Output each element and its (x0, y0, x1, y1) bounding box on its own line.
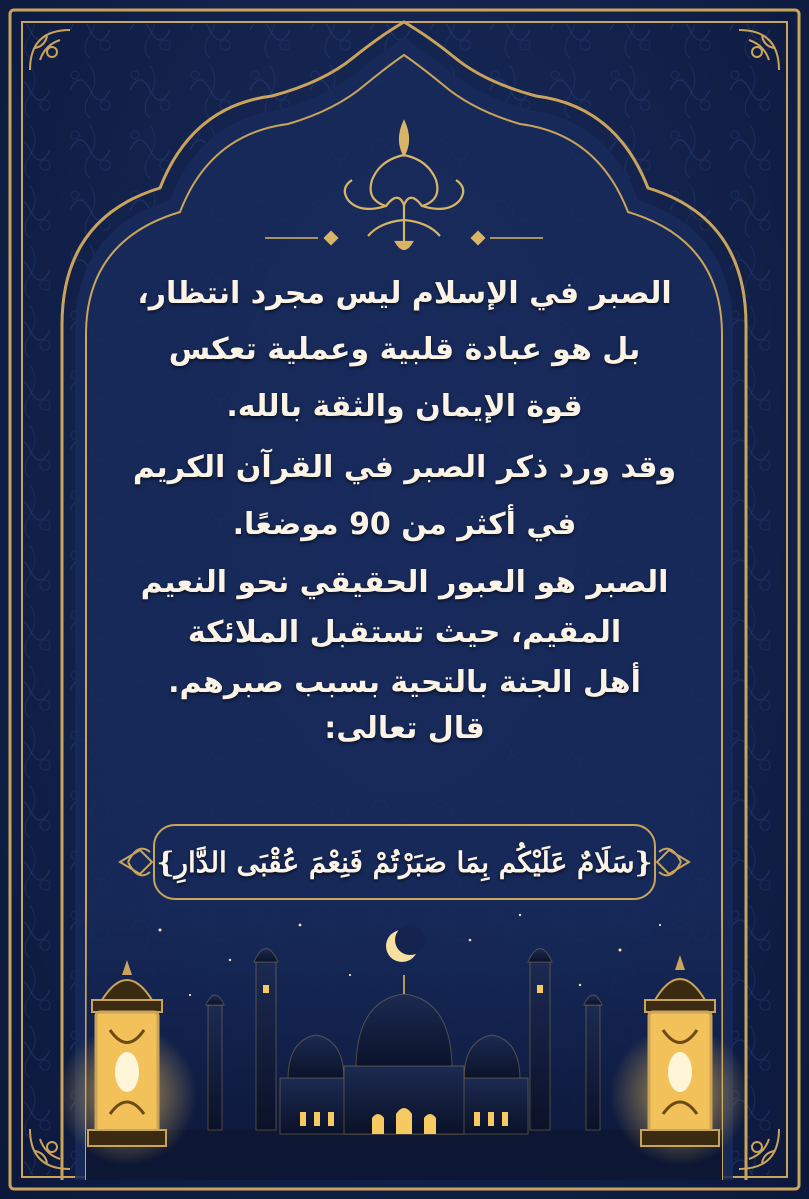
verse-frame (153, 824, 656, 900)
text-line: بل هو عبادة قلبية وعملية تعكس (168, 332, 641, 367)
text-line: قوة الإيمان والثقة بالله. (226, 389, 583, 424)
text-line: الصبر هو العبور الحقيقي نحو النعيم (140, 565, 669, 600)
quran-verse: {سَلَامٌ عَلَيْكُم بِمَا صَبَرْتُمْ فَنِعْمَ عُقْبَى الدَّارِ} (156, 845, 653, 879)
text-line: المقيم، حيث تستقبل الملائكة (187, 615, 622, 650)
quote-intro: قال تعالى: (324, 711, 485, 746)
text-line: في أكثر من 90 موضعًا. (232, 507, 577, 542)
text-line: وقد ورد ذكر الصبر في القرآن الكريم (132, 450, 677, 485)
text-line: أهل الجنة بالتحية بسبب صبرهم. (168, 665, 641, 700)
main-text (130, 272, 679, 747)
text-line: الصبر في الإسلام ليس مجرد انتظار، (137, 276, 672, 311)
